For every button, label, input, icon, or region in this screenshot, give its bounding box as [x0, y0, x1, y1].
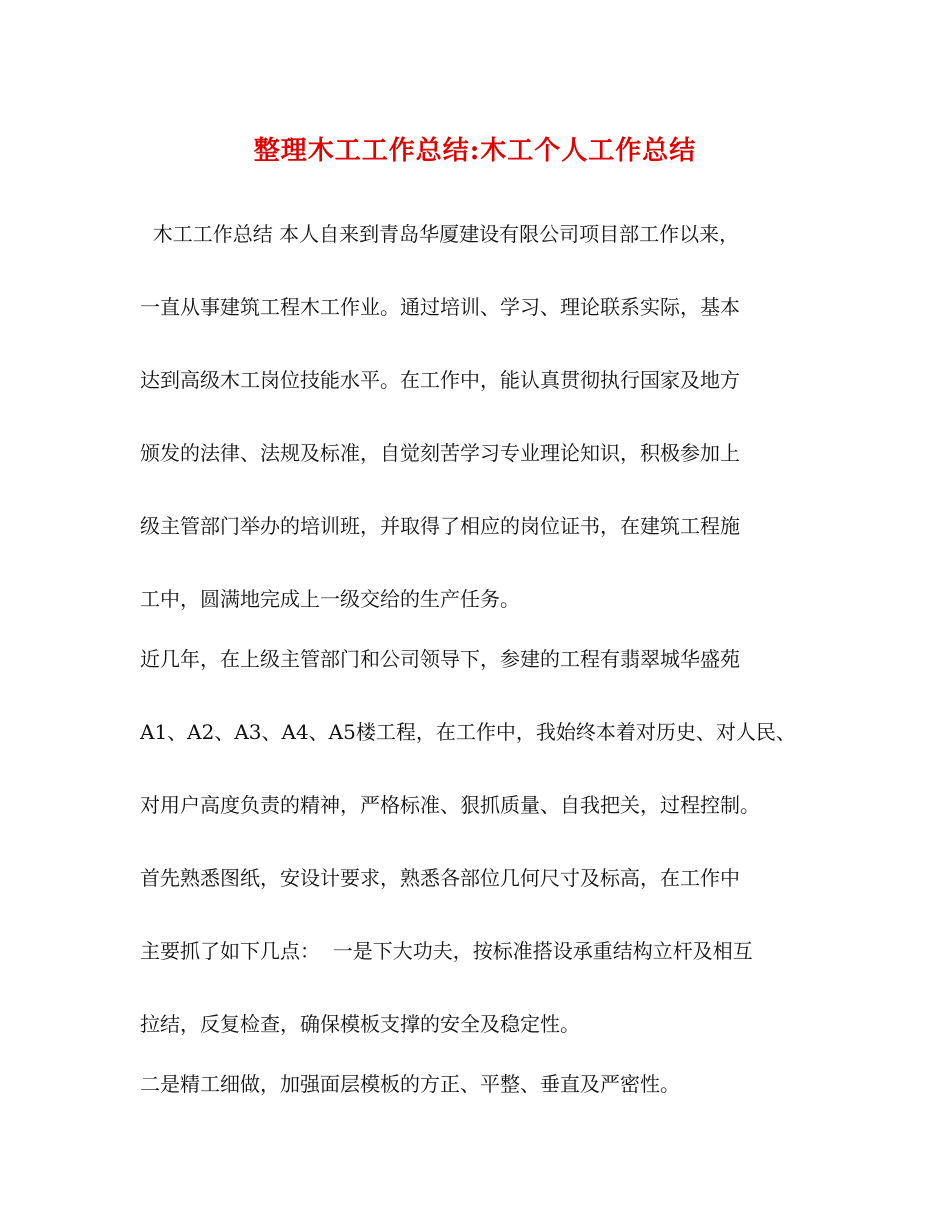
body-line: A1、A2、A3、A4、A5楼工程，在工作中，我始终本着对历史、对人民、 [140, 720, 796, 744]
body-line: 二是精工细做，加强面层模板的方正、平整、垂直及严密性。 [140, 1072, 680, 1096]
body-line: 颁发的法律、法规及标准，自觉刻苦学习专业理论知识，积极参加上 [140, 441, 740, 465]
body-line: 拉结，反复检查，确保模板支撑的安全及稳定性。 [140, 1012, 580, 1036]
body-line: 近几年，在上级主管部门和公司领导下，参建的工程有翡翠城华盛苑 [140, 647, 740, 671]
body-line: 木工工作总结 本人自来到青岛华厦建设有限公司项目部工作以来， [140, 222, 740, 246]
document-title: 整理木工工作总结:木工个人工作总结 [253, 136, 697, 166]
body-line: 一直从事建筑工程木工作业。通过培训、学习、理论联系实际，基本 [140, 295, 740, 319]
body-line: 首先熟悉图纸，安设计要求，熟悉各部位几何尺寸及标高，在工作中 [140, 866, 740, 890]
body-line: 级主管部门举办的培训班，并取得了相应的岗位证书，在建筑工程施 [140, 514, 740, 538]
body-line: 达到高级木工岗位技能水平。在工作中，能认真贯彻执行国家及地方 [140, 368, 740, 392]
body-line: 对用户高度负责的精神，严格标准、狠抓质量、自我把关，过程控制。 [140, 793, 760, 817]
body-line: 主要抓了如下几点： 一是下大功夫，按标准搭设承重结构立杆及相互 [140, 939, 753, 963]
body-line: 工中，圆满地完成上一级交给的生产任务。 [140, 587, 520, 611]
